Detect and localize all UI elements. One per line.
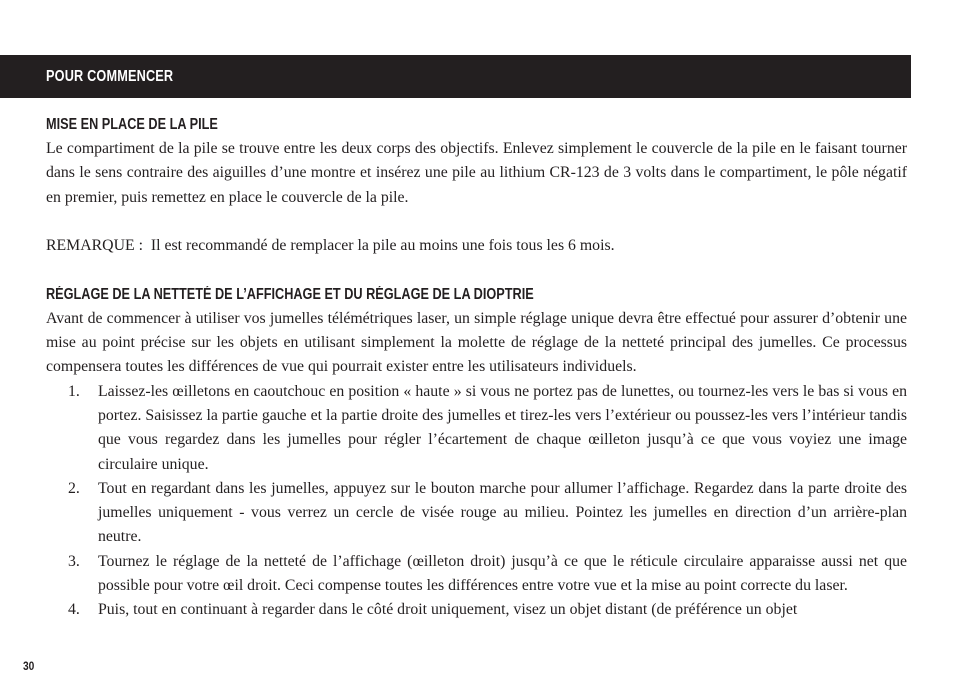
section-header-bar xyxy=(0,55,911,98)
battery-note: REMARQUE : Il est recommandé de remplacer la pile au moins une fois tous les 6 mois. xyxy=(46,237,615,255)
battery-paragraph: Le compartiment de la pile se trouve entre les deux corps des objectifs. Enlevez simplement le couvercle de la pile en le faisant tourner dans le sens contraire des aiguilles d’une montre et insérez une pile au lithium CR-123 de 3 volts dans le compartiment, le pôle négatif en premier, puis remettez en place le couvercle de la pile. xyxy=(46,140,907,206)
diopter-paragraph: Avant de commencer à utiliser vos jumelles télémétriques laser, un simple réglage unique devra être effectué pour assurer d’obtenir une mise au point précise sur les objets en utilisant simplement la molette de réglage de la netteté principal des jumelles. Ce processus compensera toutes les différences de vue qui pourrait exister entre les utilisateurs individuels. xyxy=(46,309,907,376)
step-number: 1. xyxy=(68,382,80,400)
step-text: Tout en regardant dans les jumelles, appuyez sur le bouton marche pour allumer l’affichage. Regardez dans la parte droite des jumelles uniquement - vous verrez un cercle de visée rouge au milieu. Pointez les jumelles en direction d’un arrière-plan neutre. xyxy=(98,479,907,546)
list-item xyxy=(46,598,907,622)
step-number: 4. xyxy=(68,601,80,619)
step-number: 2. xyxy=(68,479,80,497)
battery-section-heading: MISE EN PLACE DE LA PILE xyxy=(46,116,218,133)
list-item xyxy=(46,380,907,477)
page-number: 30 xyxy=(23,659,35,673)
list-item xyxy=(46,550,907,599)
step-text: Laissez-les œilletons en caoutchouc en position « haute » si vous ne portez pas de lunettes, ou tournez-les vers le bas si vous en portez. Saisissez la partie gauche et la partie droite des jumelles et tirez-les vers l’extérieur ou poussez-les vers l’intérieur tandis que vous regardez dans les jumelles pour régler l’écartement de chaque œilleton jusqu’à ce que vous voyiez une image circulaire unique. xyxy=(98,382,907,473)
step-text: Tournez le réglage de la netteté de l’affichage (œilleton droit) jusqu’à ce que le réticule circulaire apparaisse aussi net que possible pour votre œil droit. Ceci compense toutes les différences entre votre vue et la mise au point correcte du laser. xyxy=(98,552,907,595)
step-number: 3. xyxy=(68,552,80,570)
step-text: Puis, tout en continuant à regarder dans le côté droit uniquement, visez un objet distant (de préférence un objet xyxy=(98,601,798,619)
spacer xyxy=(46,210,907,234)
steps-list xyxy=(46,380,907,623)
list-item xyxy=(46,477,907,550)
diopter-section-heading: RÉGLAGE DE LA NETTETÉ DE L’AFFICHAGE ET DU RÉGLAGE DE LA DIOPTRIE xyxy=(46,285,534,303)
header-title: POUR COMMENCER xyxy=(46,67,174,85)
spacer xyxy=(46,258,907,282)
page-content xyxy=(46,113,907,623)
